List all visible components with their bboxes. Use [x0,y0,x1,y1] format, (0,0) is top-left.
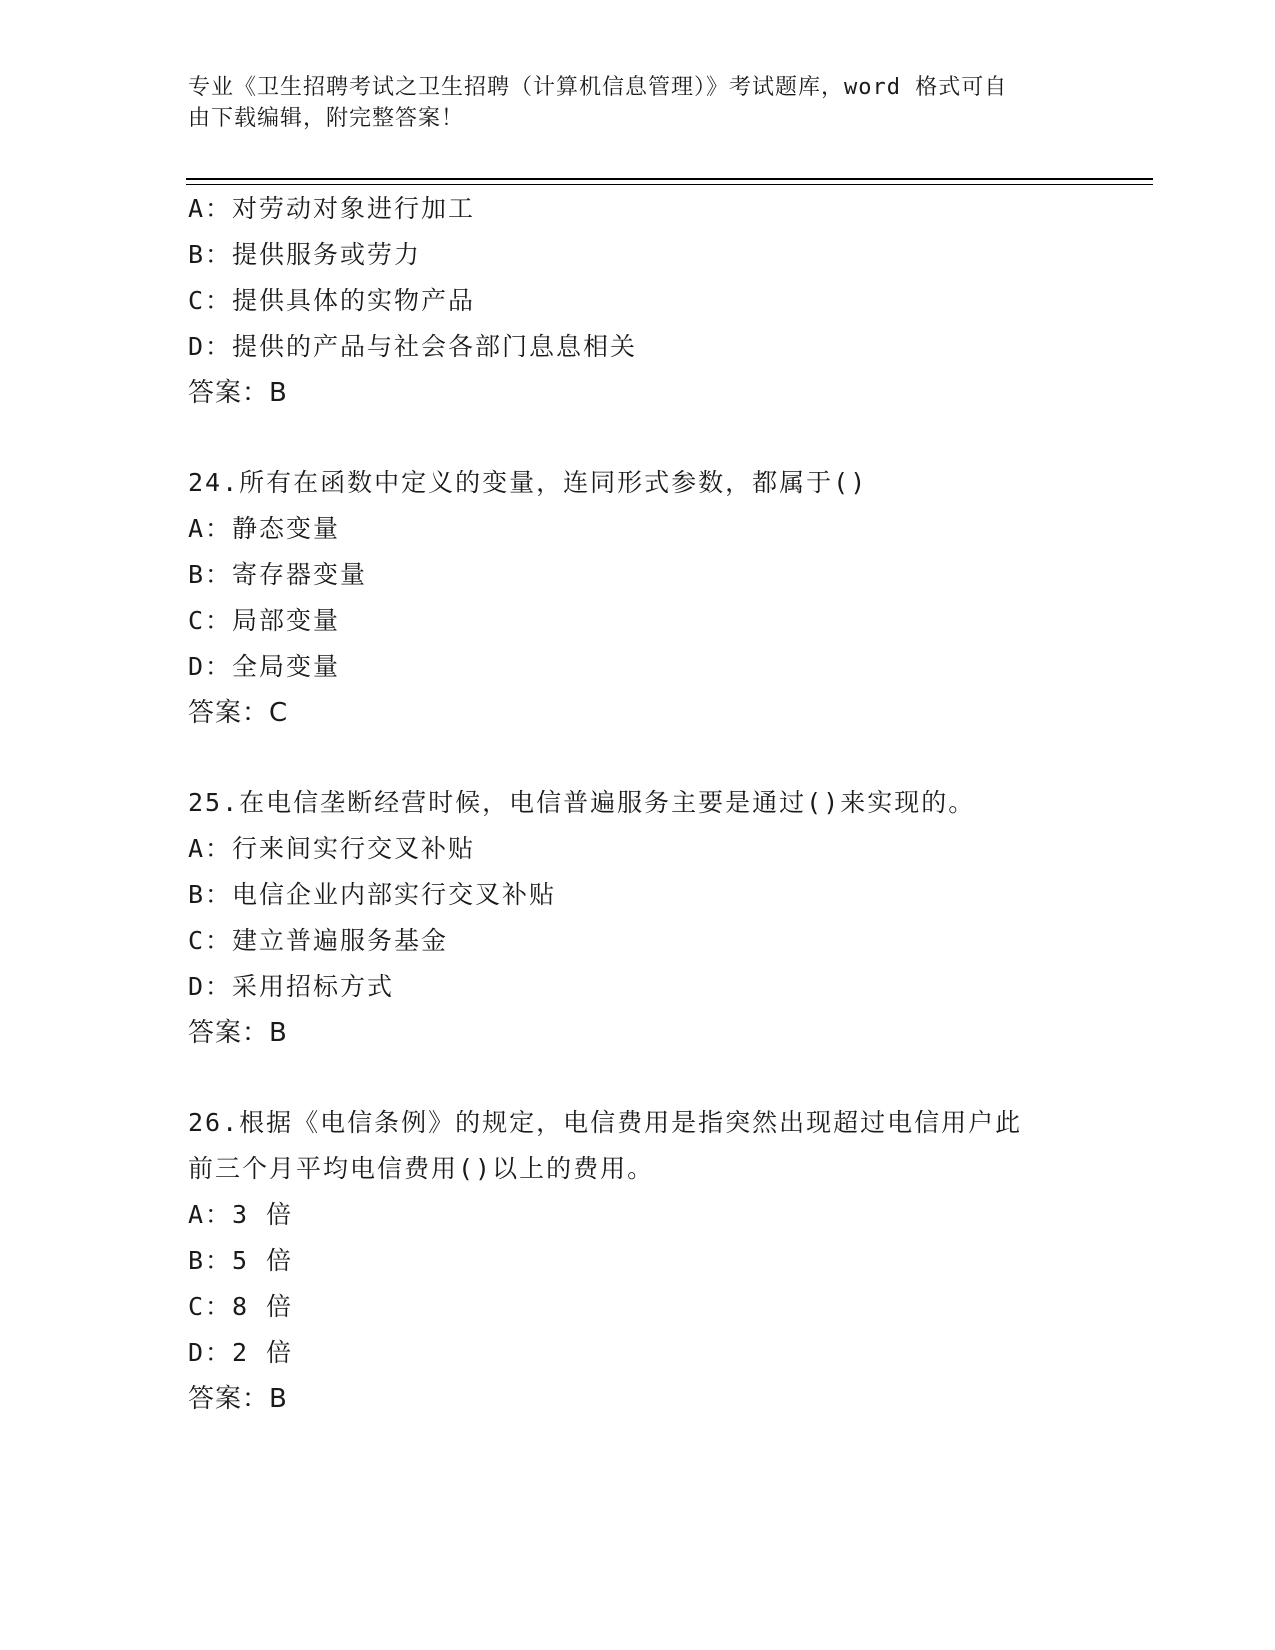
option-c: C：提供具体的实物产品 [188,286,476,315]
option-b: B：提供服务或劳力 [188,240,422,269]
question-stem: 25.在电信垄断经营时候，电信普遍服务主要是通过()来实现的。 [188,788,976,817]
question-list [188,186,1088,1422]
header-line-2: 由下载编辑，附完整答案！ [188,106,465,131]
option-c: C：局部变量 [188,606,341,635]
option-c: C：建立普遍服务基金 [188,926,449,955]
option-c: C：8 倍 [188,1292,294,1321]
answer-line: 答案：C [188,698,289,728]
option-a: A：行来间实行交叉补贴 [188,834,476,863]
option-b: B：寄存器变量 [188,560,368,589]
question-25 [188,780,1088,1056]
option-a: A：静态变量 [188,514,341,543]
option-b: B：电信企业内部实行交叉补贴 [188,880,557,909]
answer-line: 答案：B [188,378,288,408]
question-stem-line-2: 前三个月平均电信费用()以上的费用。 [188,1154,655,1183]
answer-line: 答案：B [188,1384,288,1414]
option-b: B：5 倍 [188,1246,294,1275]
option-a: A：3 倍 [188,1200,294,1229]
option-a: A：对劳动对象进行加工 [188,194,476,223]
previous-question-block [188,186,1088,416]
header-divider-thin [186,184,1153,185]
answer-line: 答案：B [188,1018,288,1048]
option-d: D：全局变量 [188,652,341,681]
question-stem-line-1: 26.根据《电信条例》的规定，电信费用是指突然出现超过电信用户此 [188,1108,1023,1137]
header-line-1: 专业《卫生招聘考试之卫生招聘（计算机信息管理）》考试题库，word 格式可自 [188,75,1008,100]
question-24 [188,460,1088,736]
option-d: D：2 倍 [188,1338,294,1367]
question-26 [188,1100,1088,1422]
question-stem: 24.所有在函数中定义的变量，连同形式参数，都属于() [188,468,868,497]
option-d: D：采用招标方式 [188,972,395,1001]
header-divider-thick [186,178,1153,180]
option-d: D：提供的产品与社会各部门息息相关 [188,332,638,361]
document-header [188,72,1078,134]
